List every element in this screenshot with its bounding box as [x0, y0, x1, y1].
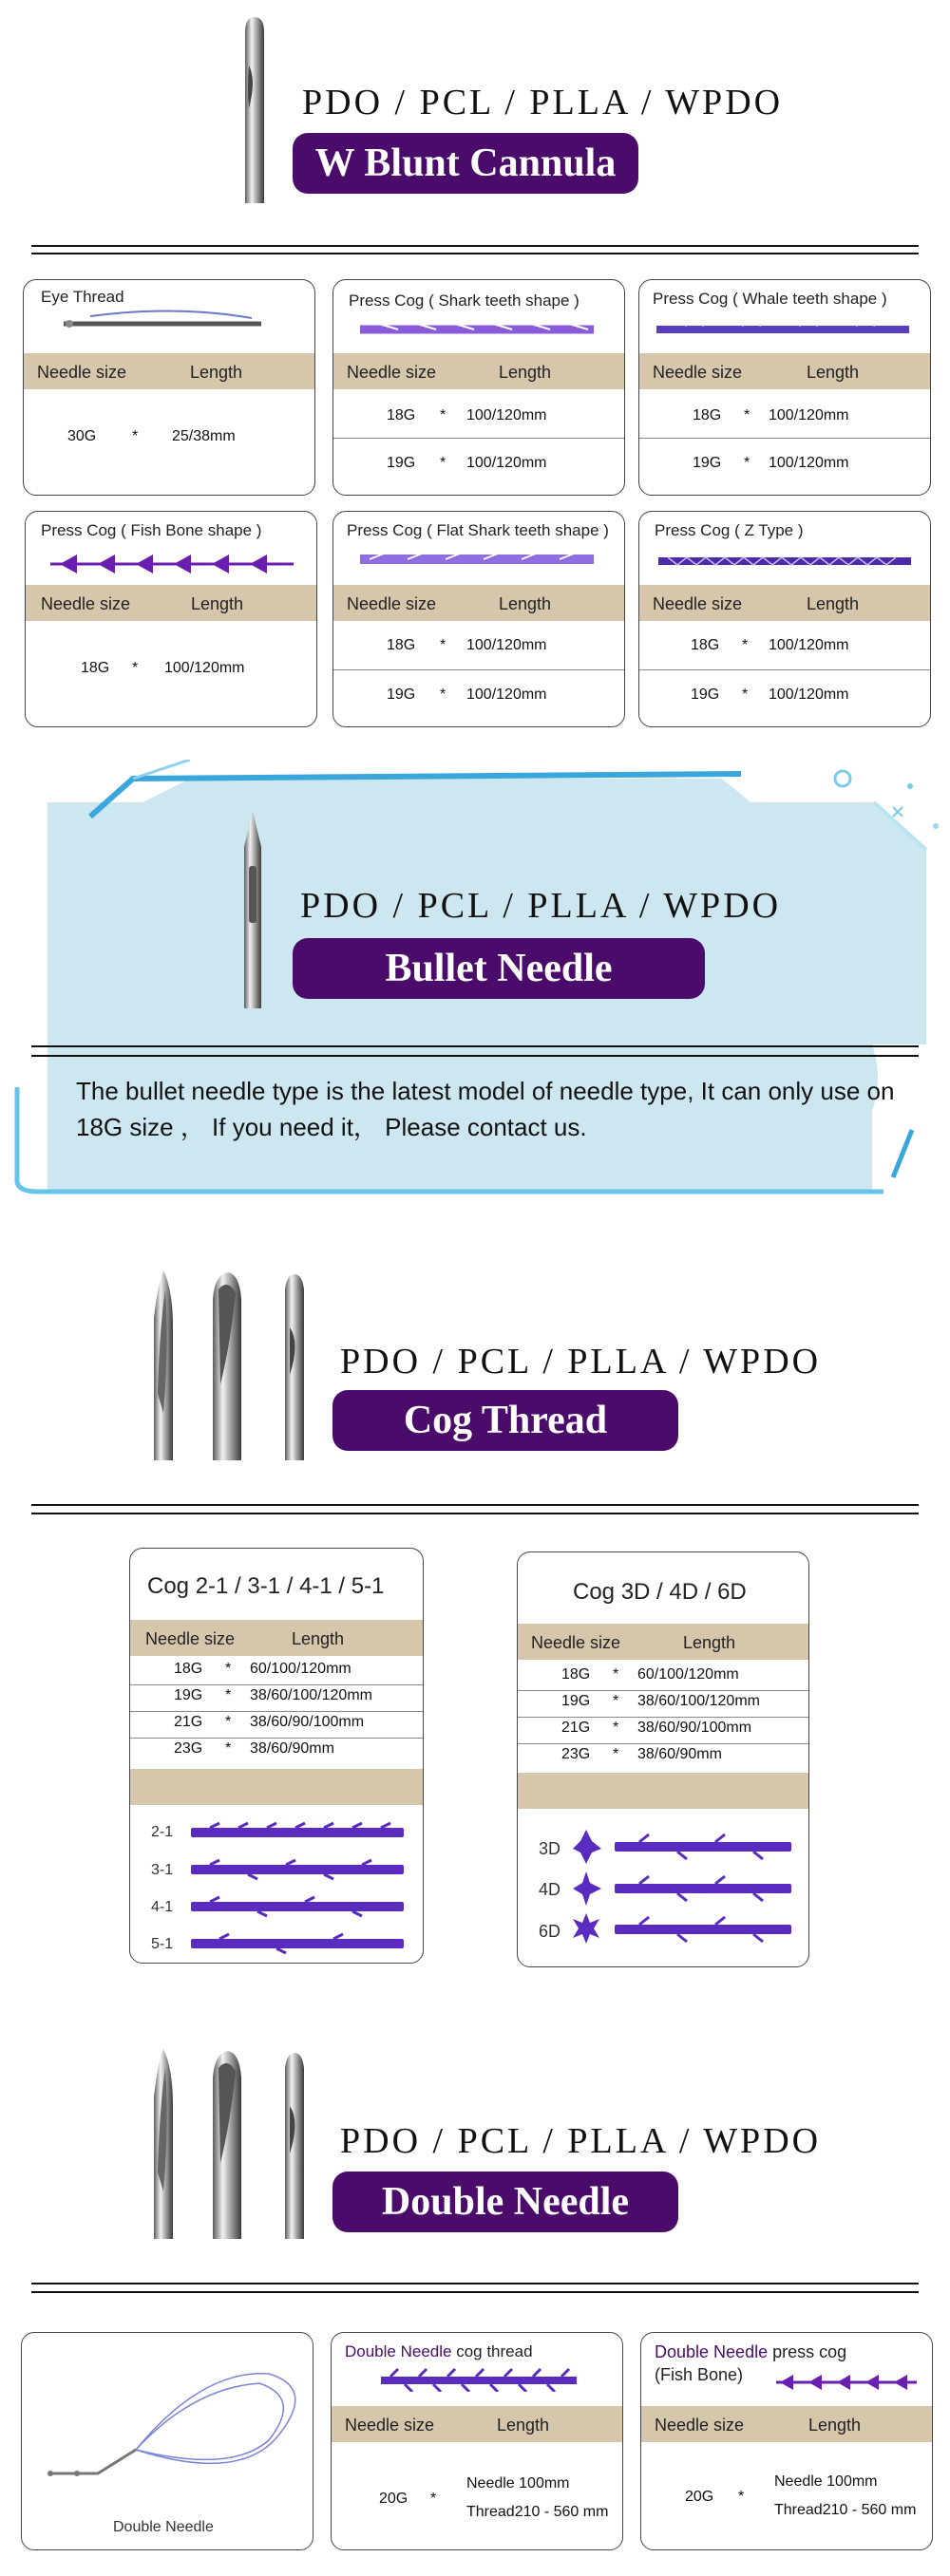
times-sign: * [440, 455, 446, 471]
times-sign: * [744, 407, 750, 423]
needle-size-value: 20G [685, 2489, 714, 2505]
length-value: 100/120mm [769, 637, 849, 653]
needle-size-header: Needle size [347, 594, 437, 613]
times-sign: * [613, 1720, 619, 1736]
section-title-badge: Cog Thread [332, 1390, 678, 1451]
card-title: Eye Thread [41, 288, 124, 306]
double-needle-thread-icon [31, 2350, 307, 2492]
needle-size-header: Needle size [653, 363, 743, 382]
length-header: Length [807, 363, 860, 382]
3d-cog-samples-icon [573, 1828, 801, 1951]
divider [31, 2283, 919, 2285]
double-needle-fish-bone-icon [776, 2371, 919, 2394]
times-sign: * [440, 407, 446, 423]
cog-needle-images [142, 1270, 332, 1460]
product-card [331, 2332, 623, 2550]
divider [31, 245, 919, 247]
card-title: Cog 3D / 4D / 6D [573, 1579, 747, 1605]
length-value: 25/38mm [172, 428, 236, 444]
length-value: Needle 100mm [466, 2475, 570, 2491]
card-title: Press Cog ( Flat Shark teeth shape ) [347, 521, 609, 539]
length-value: 100/120mm [769, 455, 849, 471]
cog-type-label: 3D [539, 1839, 561, 1858]
product-card [129, 1548, 424, 1964]
times-sign: * [738, 2489, 745, 2505]
needle-size-value: 21G [561, 1720, 591, 1736]
length-value: 38/60/100/120mm [250, 1687, 372, 1703]
length-value: 38/60/90mm [637, 1746, 722, 1762]
times-sign: * [225, 1661, 232, 1677]
needle-size-value: 19G [174, 1687, 203, 1703]
flat-shark-teeth-thread-icon [360, 548, 598, 571]
length-value: 100/120mm [769, 407, 849, 423]
cog-type-label: 3-1 [151, 1862, 174, 1878]
needle-size-value: 19G [561, 1693, 591, 1709]
length-value: 100/120mm [164, 660, 245, 676]
bullet-needle-image [234, 809, 272, 1008]
card-image-caption: Double Needle [113, 2519, 214, 2535]
section-title-badge: W Blunt Cannula [293, 133, 638, 194]
times-sign: * [440, 686, 446, 703]
cog-type-label: 6D [539, 1922, 561, 1941]
card-title: Cog 2-1 / 3-1 / 4-1 / 5-1 [147, 1573, 385, 1599]
times-sign: * [742, 686, 749, 703]
length-header: Length [497, 2416, 550, 2435]
card-title-brand: Double Needle [655, 2342, 769, 2361]
card-title-rest: cog thread [451, 2342, 533, 2360]
divider [31, 253, 919, 254]
cog-type-label: 4D [539, 1880, 561, 1899]
blunt-cannula-needle-image [236, 13, 274, 203]
materials-text: PDO / PCL / PLLA / WPDO [340, 1342, 822, 1382]
times-sign: * [132, 428, 139, 444]
length-value: 100/120mm [466, 637, 547, 653]
length-value: 38/60/90/100mm [250, 1714, 365, 1730]
needle-size-header: Needle size [345, 2416, 435, 2435]
length-value: 60/100/120mm [250, 1661, 352, 1677]
needle-size-value: 18G [81, 660, 110, 676]
needle-size-header: Needle size [655, 2416, 745, 2435]
length-header: Length [191, 594, 244, 613]
needle-size-header: Needle size [37, 363, 127, 382]
needle-size-value: 30G [67, 428, 97, 444]
card-title-line2: (Fish Bone) [655, 2365, 744, 2384]
product-card [638, 279, 931, 496]
length-value: 60/100/120mm [637, 1666, 739, 1683]
section-title-badge: Double Needle [332, 2172, 678, 2232]
length-header: Length [807, 594, 860, 613]
card-title [655, 2342, 846, 2362]
needle-size-value: 23G [174, 1740, 203, 1757]
needle-size-value: 20G [379, 2491, 408, 2507]
times-sign: * [613, 1693, 619, 1709]
double-needle-images [142, 2049, 332, 2239]
times-sign: * [742, 637, 749, 653]
divider [31, 2291, 919, 2293]
product-card [25, 511, 317, 727]
needle-size-header: Needle size [41, 594, 131, 613]
length-header: Length [499, 594, 552, 613]
materials-text: PDO / PCL / PLLA / WPDO [340, 2121, 822, 2161]
length-value: 100/120mm [466, 455, 547, 471]
divider [31, 1504, 919, 1506]
shark-teeth-thread-icon [360, 318, 598, 339]
length-header: Length [808, 2416, 862, 2435]
needle-size-header: Needle size [145, 1629, 236, 1648]
fish-bone-thread-icon [50, 550, 297, 578]
product-card [332, 511, 625, 727]
times-sign: * [132, 660, 139, 676]
needle-size-value: 18G [387, 637, 416, 653]
materials-text: PDO / PCL / PLLA / WPDO [302, 83, 784, 122]
needle-size-value: 23G [561, 1746, 591, 1762]
length-value: 38/60/90mm [250, 1740, 334, 1757]
times-sign: * [613, 1666, 619, 1683]
needle-size-value: 19G [693, 455, 722, 471]
times-sign: * [225, 1740, 232, 1757]
needle-size-header: Needle size [531, 1633, 621, 1652]
eye-thread-icon [62, 299, 290, 337]
card-title: Press Cog ( Fish Bone shape ) [41, 521, 262, 539]
product-card [21, 2332, 314, 2550]
needle-size-value: 19G [387, 686, 416, 703]
z-type-thread-icon [658, 552, 915, 571]
needle-size-value: 18G [174, 1661, 203, 1677]
length-header: Length [292, 1629, 345, 1648]
divider [31, 1513, 919, 1514]
cog-type-label: 4-1 [151, 1899, 174, 1915]
materials-text: PDO / PCL / PLLA / WPDO [300, 886, 782, 926]
length-header: Length [190, 363, 243, 382]
length-value: 100/120mm [466, 407, 547, 423]
product-card [638, 511, 931, 727]
divider [31, 1045, 919, 1047]
times-sign: * [225, 1687, 232, 1703]
cog-type-label: 2-1 [151, 1824, 174, 1840]
length-value: 100/120mm [769, 686, 849, 703]
length-header: Length [499, 363, 552, 382]
card-title: Press Cog ( Shark teeth shape ) [349, 291, 580, 310]
divider [31, 1055, 919, 1057]
product-card [517, 1551, 809, 1967]
whale-teeth-thread-icon [656, 320, 913, 339]
needle-size-value: 18G [387, 407, 416, 423]
needle-size-value: 18G [691, 637, 720, 653]
times-sign: * [430, 2491, 437, 2507]
needle-size-value: 21G [174, 1714, 203, 1730]
cog-type-label: 5-1 [151, 1936, 174, 1952]
times-sign: * [440, 637, 446, 653]
times-sign: * [613, 1746, 619, 1762]
product-card [640, 2332, 933, 2550]
card-title [345, 2342, 533, 2361]
bullet-needle-note: The bullet needle type is the latest model of needle type, It can only use on 18G size ， If you need it， Please contact us. [76, 1077, 895, 1141]
needle-size-value: 19G [691, 686, 720, 703]
length-value: 38/60/90/100mm [637, 1720, 752, 1736]
length-value: Thread210 - 560 mm [774, 2502, 917, 2518]
needle-size-value: 18G [693, 407, 722, 423]
product-card [23, 279, 315, 496]
needle-size-header: Needle size [653, 594, 743, 613]
needle-size-header: Needle size [347, 363, 437, 382]
times-sign: * [225, 1714, 232, 1730]
length-value: 100/120mm [466, 686, 547, 703]
cog-thread-samples-icon [191, 1822, 409, 1955]
card-title: Press Cog ( Z Type ) [655, 521, 804, 539]
length-value: 38/60/100/120mm [637, 1693, 760, 1709]
section-title-badge: Bullet Needle [293, 938, 705, 999]
product-card [332, 279, 625, 496]
times-sign: * [744, 455, 750, 471]
length-value: Thread210 - 560 mm [466, 2504, 609, 2520]
length-value: Needle 100mm [774, 2473, 878, 2490]
needle-size-value: 19G [387, 455, 416, 471]
needle-size-value: 18G [561, 1666, 591, 1683]
card-title-rest: press cog [768, 2342, 847, 2361]
card-title-brand: Double Needle [345, 2342, 452, 2360]
double-needle-cog-thread-icon [381, 2367, 580, 2392]
card-title: Press Cog ( Whale teeth shape ) [653, 290, 887, 308]
length-header: Length [683, 1633, 736, 1652]
